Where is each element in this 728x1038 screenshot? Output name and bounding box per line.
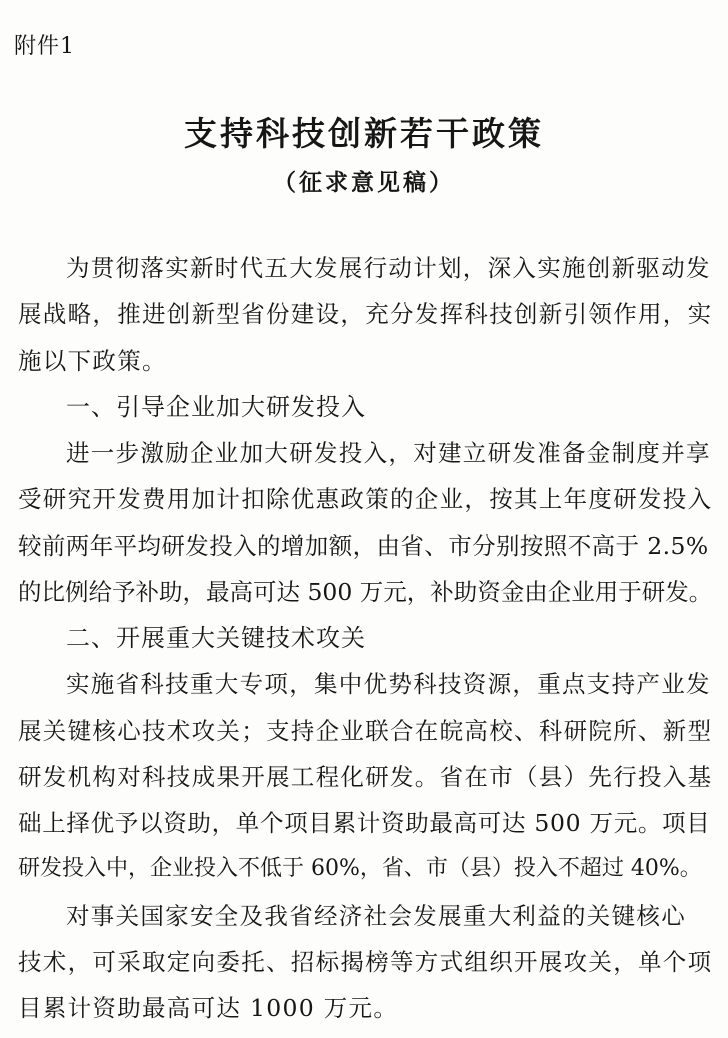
section-2-line-3: 研发机构对科技成果开展工程化研发。省在市（县）先行投入基 [18,762,713,791]
section-1-heading: 一、引导企业加大研发投入 [66,392,366,421]
intro-line-2: 展战略，推进创新型省份建设，充分发挥科技创新引领作用，实 [18,300,713,329]
section-2-line-1: 实施省科技重大专项，集中优势科技资源，重点支持产业发 [66,670,711,699]
section-2-paragraph-2-line-1: 对事关国家安全及我省经济社会发展重大利益的关键核心 [66,901,686,930]
attachment-label: 附件1 [14,34,75,59]
document-title: 支持科技创新若干政策 [184,114,544,153]
section-2-paragraph-2-line-3: 目累计资助最高可达 1000 万元。 [18,994,399,1022]
section-1-line-4: 的比例给予补助，最高可达 500 万元，补助资金由企业用于研发。 [18,577,713,606]
intro-line-1: 为贯彻落实新时代五大发展行动计划，深入实施创新驱动发 [66,254,711,282]
intro-line-3: 施以下政策。 [18,346,167,375]
section-1-line-2: 受研究开发费用加计扣除优惠政策的企业，按其上年度研发投入 [18,485,713,514]
section-2-line-5: 研发投入中，企业投入不低于 60%，省、市（县）投入不超过 40%。 [18,856,702,882]
section-2-line-2: 展关键核心技术攻关；支持企业联合在皖高校、科研院所、新型 [18,716,713,745]
section-1-line-3: 较前两年平均研发投入的增加额，由省、市分别按照不高于 2.5% [18,531,709,560]
section-2-heading: 二、开展重大关键技术攻关 [66,624,366,652]
section-2-line-4: 础上择优予以资助，单个项目累计资助最高可达 500 万元。项目 [18,809,711,837]
section-2-paragraph-2-line-2: 技术，可采取定向委托、招标揭榜等方式组织开展攻关，单个项 [18,947,713,976]
section-1-line-1: 进一步激励企业加大研发投入，对建立研发准备金制度并享 [66,439,711,467]
document-subtitle: （征求意见稿） [273,169,455,196]
